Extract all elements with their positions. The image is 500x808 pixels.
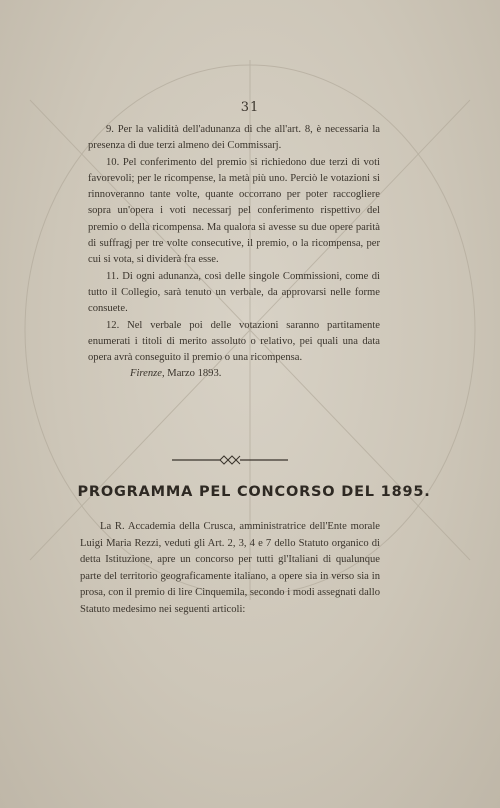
date-line <box>88 366 380 382</box>
page-number: 31 <box>240 100 260 115</box>
article-11: 11. Di ogni adunanza, così delle singole Commissioni, come di tutto il Collegio, sarà tenuto un verbale, da approvarsi nelle forme consuete. <box>88 270 380 315</box>
programma-paragraph: La R. Accademia della Crusca, amministratrice dell'Ente morale Luigi Maria Rezzi, veduti gli Art. 2, 3, 4 e 7 dello Statuto organico di detta Istituzione, apre un concorso per tutti gl'Italiani di qualunque parte del territorio geograficamente italiano, a opere sia in verso sia in prosa, con il premio di lire Cinquemila, secondo i modi assegnati dallo Statuto medesimo nei seguenti articoli: <box>80 521 380 615</box>
date-value: Marzo 1893. <box>167 368 222 380</box>
articles-section <box>88 122 380 383</box>
article-9: 9. Per la validità dell'adunanza di che all'art. 8, è necessaria la presenza di due terzi almeno dei Commissarj. <box>88 124 380 152</box>
ornamental-divider <box>168 451 292 469</box>
date-place: Firenze, <box>130 368 165 380</box>
article-10: 10. Pel conferimento del premio si richiedono due terzi di voti favorevoli; per le ricompense, la metà più uno. Perciò le votazioni si rinnoveranno tante volte, quante occorrano per poter raccogliere sopra un'opera i voti necessarj pel conferimento rispettivo del premio o della ricompensa. Ma qualora si avesse su due opere parità di suffragj per tre volte consecutive, il premio, o la ricompensa, per cui si vota, si dividerà fra esse. <box>88 156 380 266</box>
article-12: 12. Nel verbale poi delle votazioni saranno partitamente enumerati i titoli di merito assoluto o relativo, pei quali una data opera avrà conseguito il premio o una ricompensa. <box>88 319 380 364</box>
programma-heading: PROGRAMMA PEL CONCORSO DEL 1895. <box>77 484 431 500</box>
programma-section <box>80 519 380 618</box>
